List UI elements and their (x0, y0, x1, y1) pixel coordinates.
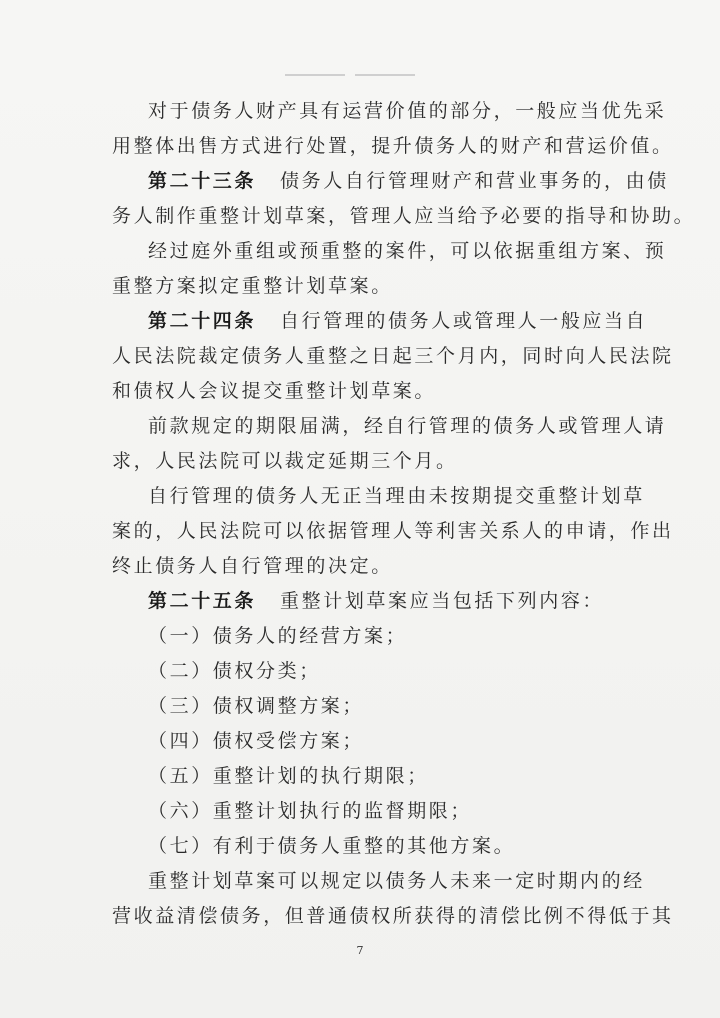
article-24-title: 第二十四条 (148, 310, 257, 332)
list-item-2: （二）债权分类； (148, 660, 321, 682)
article-23-title: 第二十三条 (148, 170, 257, 192)
article-23-line-3: 经过庭外重组或预重整的案件，可以依据重组方案、预 (148, 240, 667, 262)
list-item-1: （一）债务人的经营方案； (148, 625, 408, 647)
article-23-line-2: 务人制作重整计划草案，管理人应当给予必要的指导和协助。 (112, 205, 696, 227)
article-24-line-3: 和债权人会议提交重整计划草案。 (112, 380, 437, 402)
paragraph-line-1: 对于债务人财产具有运营价值的部分，一般应当优先采 (148, 100, 667, 122)
article-24-line-6: 自行管理的债务人无正当理由未按期提交重整计划草 (148, 485, 645, 507)
article-25-line-10: 营收益清偿债务，但普通债权所获得的清偿比例不得低于其 (112, 905, 674, 927)
article-25-line-1: 第二十五条 重整计划草案应当包括下列内容： (148, 590, 605, 612)
list-item-7: （七）有利于债务人重整的其他方案。 (148, 835, 516, 857)
article-24-line-7: 案的，人民法院可以依据管理人等利害关系人的申请，作出 (112, 520, 674, 542)
page-number: 7 (356, 944, 364, 957)
article-24-line-1: 第二十四条 自行管理的债务人或管理人一般应当自 (148, 310, 648, 332)
scan-mark-right (355, 74, 415, 76)
article-23-line-1: 第二十三条 债务人自行管理财产和营业事务的，由债 (148, 170, 669, 192)
list-item-3: （三）债权调整方案； (148, 695, 365, 717)
scan-mark-left (285, 74, 345, 76)
list-item-4: （四）债权受偿方案； (148, 730, 365, 752)
article-25-title: 第二十五条 (148, 590, 257, 612)
list-item-6: （六）重整计划执行的监督期限； (148, 800, 473, 822)
list-item-5: （五）重整计划的执行期限； (148, 765, 429, 787)
article-24-line-8: 终止债务人自行管理的决定。 (112, 555, 393, 577)
article-24-line-5: 求，人民法院可以裁定延期三个月。 (112, 450, 458, 472)
article-25-line-9: 重整计划草案可以规定以债务人未来一定时期内的经 (148, 870, 645, 892)
article-24-line-4: 前款规定的期限届满，经自行管理的债务人或管理人请 (148, 415, 667, 437)
article-23-line-4: 重整方案拟定重整计划草案。 (112, 275, 393, 297)
paragraph-line-2: 用整体出售方式进行处置，提升债务人的财产和营运价值。 (112, 135, 674, 157)
article-24-line-2: 人民法院裁定债务人重整之日起三个月内，同时向人民法院 (112, 345, 674, 367)
